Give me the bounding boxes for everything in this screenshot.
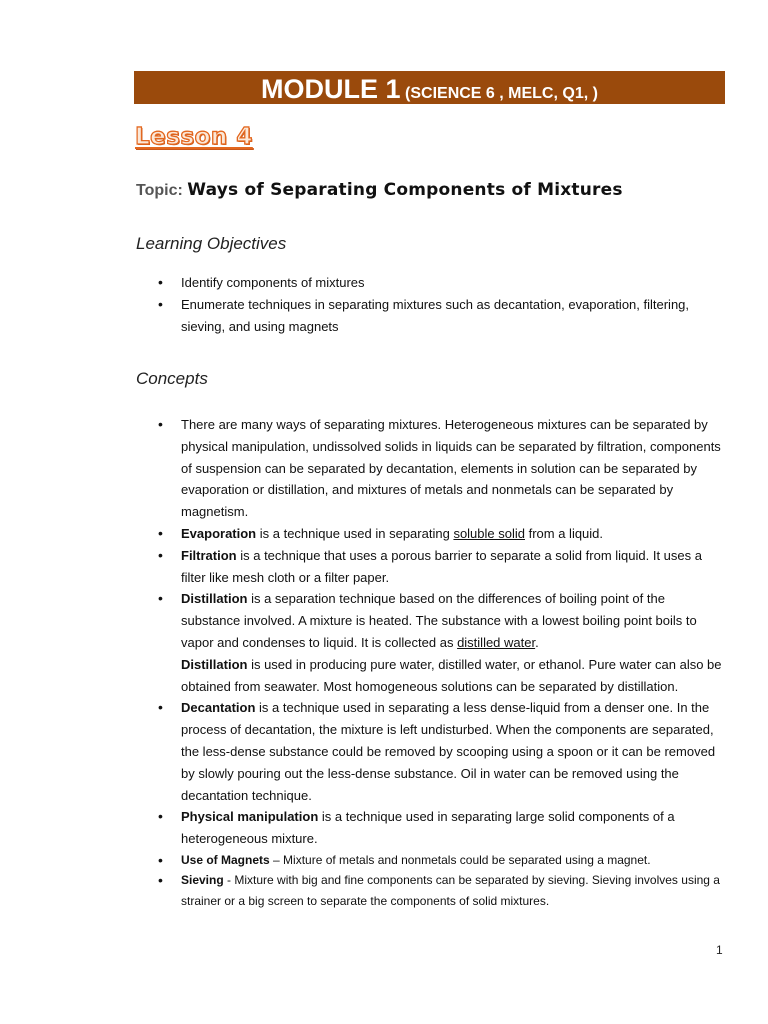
module-banner [134, 71, 725, 104]
term-filtration: Filtration [181, 547, 237, 563]
objective-text: Enumerate techniques in separating mixtures such as decantation, evaporation, filtering, sieving, and using magnets [181, 296, 690, 334]
term-evaporation: Evaporation [181, 525, 257, 541]
term-distillation-2: Distillation [181, 656, 248, 672]
lesson-title: Lesson 4 [135, 124, 253, 150]
list-item [181, 588, 726, 697]
list-item [181, 523, 726, 545]
list-item [181, 294, 726, 338]
page-number: 1 [716, 943, 723, 957]
underlined-term: soluble solid [453, 525, 525, 541]
term-physical-manipulation: Physical manipulation [181, 809, 319, 825]
module-subtitle: (SCIENCE 6 , MELC, Q1, ) [405, 85, 598, 102]
definition-text: . [535, 634, 539, 650]
definition-text: from a liquid. [524, 525, 604, 541]
list-item [181, 806, 726, 850]
list-item [181, 850, 726, 871]
objectives-list [181, 272, 726, 337]
topic-text: Ways of Separating Components of Mixtures [187, 180, 623, 200]
concepts-heading: Concepts [136, 369, 208, 388]
list-item [181, 414, 726, 523]
definition-text: is a technique used in separating a less dense-liquid from a denser one. In the process of decantation, the mixture is left undisturbed. When the components are separated, the less-dense substance could be removed by scooping using a spoon or it can be removed by slowly pouring out the less-dense substance. Oil in water can be removed using the decantation technique. [181, 700, 716, 803]
term-magnets: Use of Magnets [181, 852, 270, 867]
objective-text: Identify components of mixtures [181, 275, 365, 290]
list-item [181, 545, 726, 589]
underlined-term: distilled water [457, 634, 536, 650]
term-decantation: Decantation [181, 700, 256, 716]
list-item [181, 870, 726, 911]
definition-text: – Mixture of metals and nonmetals could be separated using a magnet. [269, 852, 651, 867]
term-distillation: Distillation [181, 591, 248, 607]
concepts-list [181, 414, 726, 911]
definition-text: is a technique used in separating large solid components of a heterogeneous mixture. [181, 809, 675, 847]
definition-text: is a separation technique based on the differences of boiling point of the substance involved. A mixture is heated. The substance with a lowest boiling point boils to vapor and condenses to liquid. It is collected as [181, 591, 697, 650]
definition-text: - Mixture with big and fine components can be separated by sieving. Sieving involves using a strainer or a big screen to separate the components of solid mixtures. [181, 873, 720, 908]
term-sieving: Sieving [181, 873, 224, 888]
list-item [181, 697, 726, 806]
topic-line [136, 180, 623, 200]
concept-intro: There are many ways of separating mixtures. Heterogeneous mixtures can be separated by physical manipulation, undissolved solids in liquids can be separated by filtration, components of suspension can be separated by decantation, elements in solution can be separated by evaporation or distillation, and mixtures of metals and nonmetals can be separated by magnetism. [181, 417, 721, 520]
objectives-heading: Learning Objectives [136, 234, 287, 253]
definition-text: is a technique that uses a porous barrier to separate a solid from liquid. It uses a filter like mesh cloth or a filter paper. [181, 547, 702, 585]
definition-text: is a technique used in separating [256, 525, 454, 541]
module-title: MODULE 1 [261, 74, 401, 104]
definition-text: is used in producing pure water, distilled water, or ethanol. Pure water can also be obtained from seawater. Most homogeneous solutions can be separated by distillation. [181, 656, 722, 694]
topic-label: Topic: [136, 182, 183, 199]
list-item [181, 272, 726, 294]
